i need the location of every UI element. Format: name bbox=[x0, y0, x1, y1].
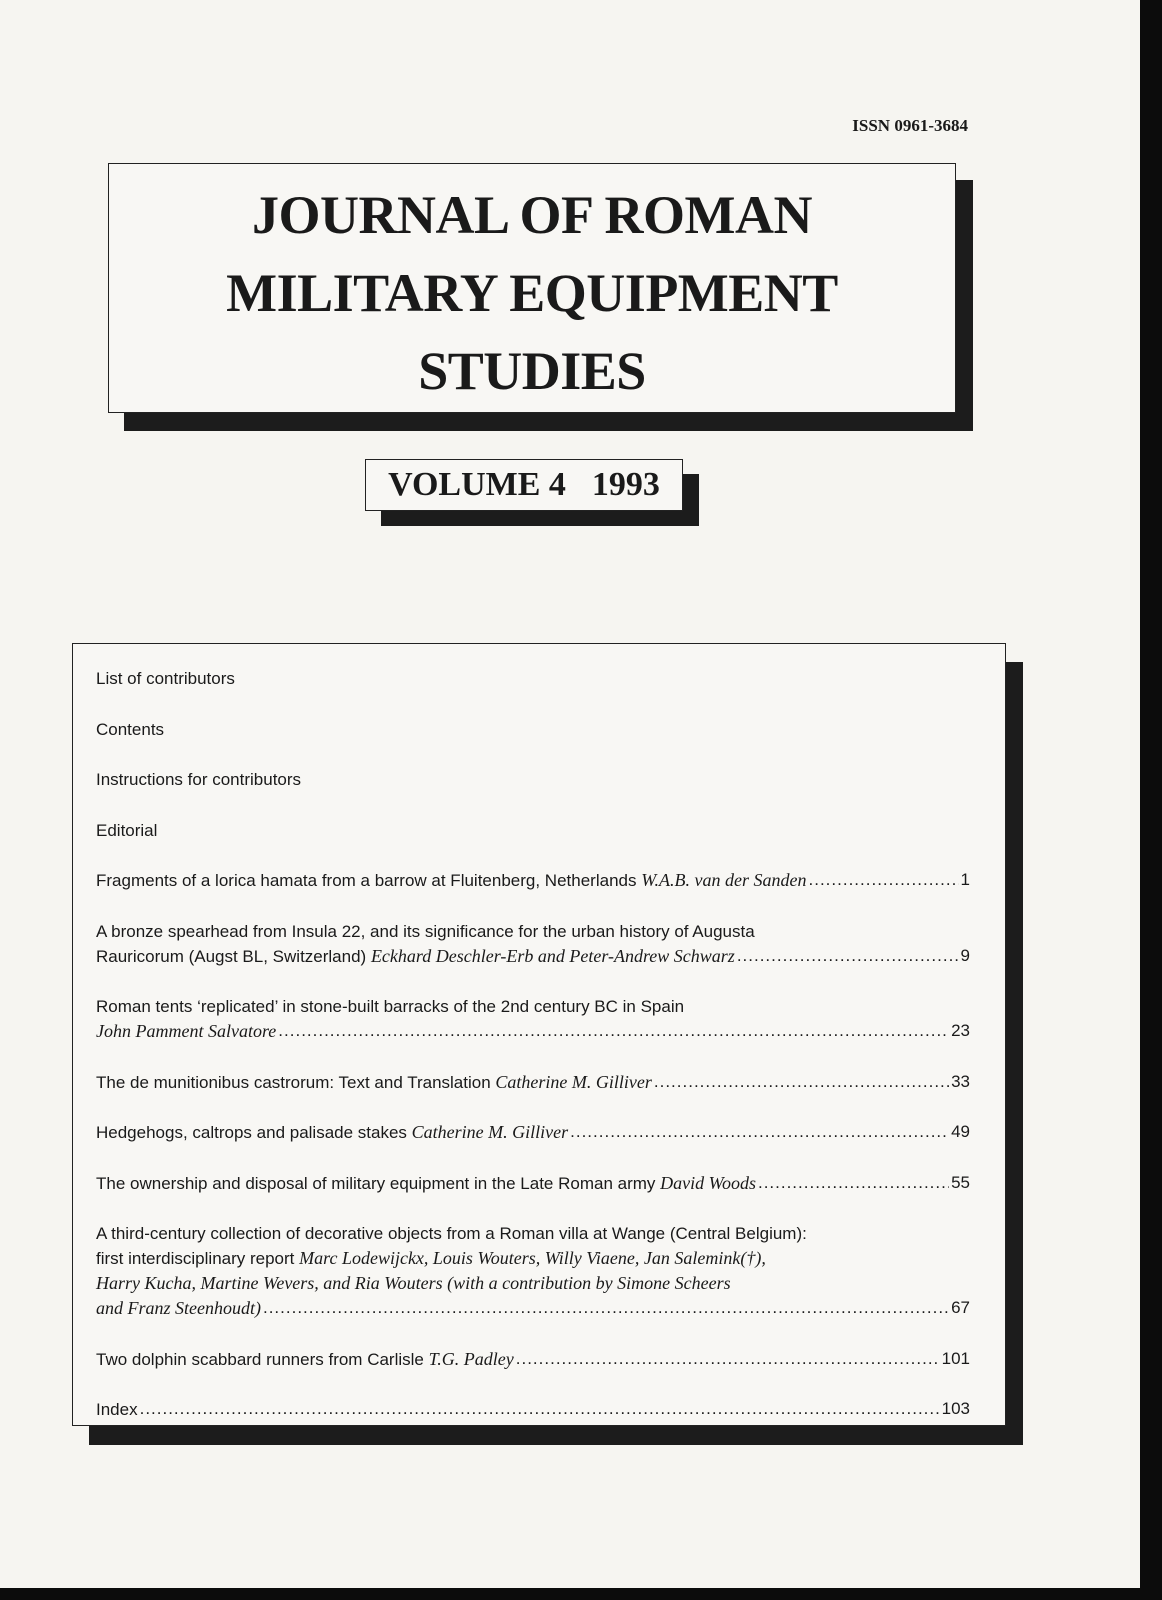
dot-leader bbox=[737, 944, 959, 969]
dot-leader bbox=[278, 1019, 949, 1044]
contents-entry bbox=[96, 919, 970, 969]
journal-title bbox=[108, 163, 956, 413]
entry-authors: Catherine M. Gilliver bbox=[411, 1122, 569, 1142]
entry-title: A third-century collection of decorative objects from a Roman villa at Wange (Central Belgium): bbox=[96, 1224, 807, 1243]
page-number: 67 bbox=[951, 1298, 970, 1317]
entry-text bbox=[96, 1171, 756, 1196]
entry-line bbox=[96, 1221, 970, 1246]
entry-text bbox=[96, 1296, 261, 1321]
entry-authors: Eckhard Deschler-Erb and Peter-Andrew Schwarz bbox=[370, 945, 735, 966]
page-number: 1 bbox=[960, 870, 970, 889]
entry-title: Rauricorum (Augst BL, Switzerland) bbox=[96, 946, 371, 966]
scan-edge-bottom bbox=[0, 1588, 1162, 1600]
dot-leader bbox=[263, 1296, 949, 1321]
entry-authors: T.G. Padley bbox=[428, 1348, 514, 1369]
entry-authors: David Woods bbox=[660, 1172, 756, 1193]
issn: ISSN 0961-3684 bbox=[852, 116, 968, 135]
entry-line bbox=[96, 717, 970, 742]
contents-entry bbox=[96, 818, 970, 843]
entry-text bbox=[96, 717, 164, 742]
scan-edge-right bbox=[1140, 0, 1162, 1600]
entry-text bbox=[96, 1397, 138, 1422]
entry-title: Contents bbox=[96, 719, 165, 739]
entry-title: first interdisciplinary report bbox=[96, 1249, 300, 1268]
entry-authors: John Pamment Salvatore bbox=[96, 1021, 277, 1041]
entry-title: Hedgehogs, caltrops and palisade stakes bbox=[96, 1123, 412, 1142]
dot-leader bbox=[654, 1070, 949, 1095]
entry-line bbox=[96, 1171, 970, 1196]
entry-text bbox=[96, 919, 755, 944]
entry-line bbox=[96, 1070, 970, 1095]
contents-entry bbox=[96, 1120, 970, 1145]
entry-text bbox=[96, 1246, 766, 1271]
contents-entry bbox=[96, 868, 970, 893]
entry-text bbox=[96, 767, 301, 792]
entry-line bbox=[96, 1397, 970, 1422]
contents-entry bbox=[96, 767, 970, 792]
page-number: 23 bbox=[951, 1021, 970, 1040]
entry-line bbox=[96, 919, 970, 944]
entry-text bbox=[96, 1120, 568, 1145]
entry-line bbox=[96, 994, 970, 1019]
entry-text bbox=[96, 1221, 807, 1246]
entry-authors: Catherine M. Gilliver bbox=[495, 1071, 652, 1092]
entry-line bbox=[96, 944, 970, 969]
entry-line bbox=[96, 1347, 970, 1372]
entry-title: Fragments of a lorica hamata from a barrow at Fluitenberg, Netherlands bbox=[96, 871, 642, 890]
entry-title: Roman tents ‘replicated’ in stone-built barracks of the 2nd century BC in Spain bbox=[96, 997, 685, 1016]
page-number: 55 bbox=[951, 1172, 970, 1192]
entry-text bbox=[96, 1070, 652, 1095]
entry-text bbox=[96, 1347, 514, 1372]
entry-text bbox=[96, 1271, 731, 1296]
entry-text bbox=[96, 818, 157, 843]
entry-title: The ownership and disposal of military equipment in the Late Roman army bbox=[96, 1173, 661, 1193]
contents-entry bbox=[96, 994, 970, 1044]
volume-label: VOLUME 4 bbox=[388, 466, 566, 503]
contents-entry bbox=[96, 1171, 970, 1196]
entry-line bbox=[96, 1019, 970, 1044]
entry-title: Instructions for contributors bbox=[96, 770, 302, 789]
dot-leader bbox=[809, 868, 959, 893]
page-number: 33 bbox=[951, 1071, 970, 1091]
entry-authors: Marc Lodewijckx, Louis Wouters, Willy Viaene, Jan Salemink(†), bbox=[299, 1248, 766, 1268]
entry-text bbox=[96, 666, 235, 691]
entry-line bbox=[96, 1271, 970, 1296]
contents-entry bbox=[96, 1221, 970, 1321]
volume-year: 1993 bbox=[591, 466, 660, 503]
dot-leader bbox=[140, 1397, 940, 1422]
page-number: 101 bbox=[941, 1348, 970, 1368]
contents-entry bbox=[96, 1347, 970, 1372]
entry-title: The de munitionibus castrorum: Text and Translation bbox=[96, 1072, 496, 1092]
entry-text bbox=[96, 868, 807, 893]
entry-text bbox=[96, 944, 735, 969]
title-line: MILITARY EQUIPMENT bbox=[226, 263, 838, 323]
dot-leader bbox=[516, 1347, 940, 1372]
entry-authors: and Franz Steenhoudt) bbox=[96, 1298, 261, 1318]
contents-entry bbox=[96, 717, 970, 742]
entry-line bbox=[96, 868, 970, 893]
entry-line bbox=[96, 666, 970, 691]
page-number: 9 bbox=[960, 945, 970, 965]
title-line: JOURNAL OF ROMAN bbox=[252, 185, 812, 245]
entry-title: Index bbox=[96, 1400, 138, 1419]
entry-title: Editorial bbox=[96, 820, 158, 840]
table-of-contents bbox=[72, 643, 1006, 1426]
volume-box bbox=[365, 459, 683, 511]
dot-leader bbox=[758, 1171, 949, 1196]
entry-authors: W.A.B. van der Sanden bbox=[641, 870, 807, 890]
page-number: 103 bbox=[941, 1399, 970, 1418]
entry-text bbox=[96, 1019, 276, 1044]
entry-authors: Harry Kucha, Martine Wevers, and Ria Wouters (with a contribution by Simone Scheers bbox=[96, 1273, 731, 1293]
entry-line bbox=[96, 1296, 970, 1321]
entry-line bbox=[96, 1246, 970, 1271]
title-line: STUDIES bbox=[418, 341, 646, 401]
entry-line bbox=[96, 818, 970, 843]
entry-text bbox=[96, 994, 684, 1019]
entry-title: List of contributors bbox=[96, 669, 235, 688]
contents-entry bbox=[96, 1070, 970, 1095]
contents-entry bbox=[96, 666, 970, 691]
dot-leader bbox=[570, 1120, 949, 1145]
contents-entry bbox=[96, 1397, 970, 1422]
entry-line bbox=[96, 1120, 970, 1145]
page-number: 49 bbox=[951, 1122, 970, 1141]
entry-title: A bronze spearhead from Insula 22, and its significance for the urban history of Augusta bbox=[96, 921, 755, 941]
entry-line bbox=[96, 767, 970, 792]
entry-title: Two dolphin scabbard runners from Carlisle bbox=[96, 1349, 429, 1369]
